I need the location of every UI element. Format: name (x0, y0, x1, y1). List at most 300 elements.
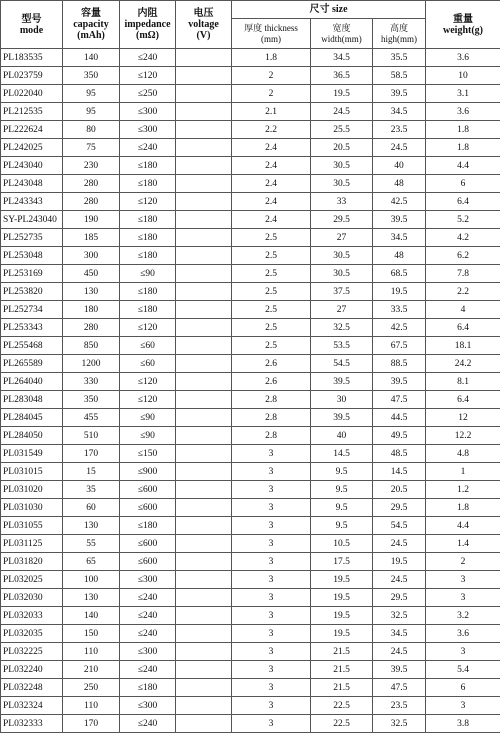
cell-voltage (176, 715, 232, 733)
cell-model: PL253820 (1, 283, 63, 301)
table-row (1, 535, 500, 553)
cell-capacity: 170 (63, 715, 120, 733)
table-body (1, 49, 500, 733)
cell-weight: 7.8 (426, 265, 500, 283)
cell-capacity: 185 (63, 229, 120, 247)
cell-capacity: 130 (63, 589, 120, 607)
table-row (1, 121, 500, 139)
table-row (1, 211, 500, 229)
cell-height: 14.5 (373, 463, 426, 481)
cell-impedance: ≤180 (120, 679, 176, 697)
cell-weight: 5.4 (426, 661, 500, 679)
cell-impedance: ≤300 (120, 697, 176, 715)
cell-weight: 3.6 (426, 625, 500, 643)
cell-thickness: 2.8 (232, 391, 311, 409)
cell-weight: 2.2 (426, 283, 500, 301)
cell-thickness: 2.6 (232, 373, 311, 391)
cell-width: 19.5 (311, 571, 373, 589)
cell-voltage (176, 139, 232, 157)
cell-capacity: 210 (63, 661, 120, 679)
table-row (1, 247, 500, 265)
cell-impedance: ≤60 (120, 337, 176, 355)
cell-height: 39.5 (373, 211, 426, 229)
cell-voltage (176, 193, 232, 211)
cell-weight: 3.6 (426, 49, 500, 67)
cell-height: 48 (373, 175, 426, 193)
cell-impedance: ≤180 (120, 211, 176, 229)
cell-voltage (176, 211, 232, 229)
cell-impedance: ≤60 (120, 355, 176, 373)
table-row (1, 409, 500, 427)
cell-height: 58.5 (373, 67, 426, 85)
cell-thickness: 2.4 (232, 193, 311, 211)
cell-capacity: 100 (63, 571, 120, 589)
cell-model: PL023759 (1, 67, 63, 85)
cell-impedance: ≤180 (120, 229, 176, 247)
cell-weight: 1.8 (426, 121, 500, 139)
cell-model: PL022040 (1, 85, 63, 103)
cell-height: 19.5 (373, 283, 426, 301)
cell-height: 48 (373, 247, 426, 265)
cell-voltage (176, 373, 232, 391)
cell-model: PL252734 (1, 301, 63, 319)
table-row (1, 589, 500, 607)
cell-thickness: 2.5 (232, 319, 311, 337)
cell-impedance: ≤180 (120, 247, 176, 265)
cell-weight: 4.4 (426, 157, 500, 175)
table-row (1, 229, 500, 247)
table-row (1, 499, 500, 517)
cell-width: 30.5 (311, 157, 373, 175)
cell-model: PL032225 (1, 643, 63, 661)
cell-capacity: 140 (63, 607, 120, 625)
cell-height: 32.5 (373, 715, 426, 733)
cell-model: PL212535 (1, 103, 63, 121)
cell-height: 88.5 (373, 355, 426, 373)
cell-weight: 3 (426, 571, 500, 589)
table-row (1, 715, 500, 733)
cell-height: 34.5 (373, 229, 426, 247)
cell-model: PL031055 (1, 517, 63, 535)
cell-impedance: ≤120 (120, 373, 176, 391)
table-row (1, 157, 500, 175)
cell-height: 39.5 (373, 661, 426, 679)
cell-impedance: ≤180 (120, 283, 176, 301)
cell-weight: 1.8 (426, 499, 500, 517)
table-row (1, 607, 500, 625)
cell-model: PL253343 (1, 319, 63, 337)
cell-capacity: 110 (63, 643, 120, 661)
cell-weight: 2 (426, 553, 500, 571)
cell-weight: 4.8 (426, 445, 500, 463)
header-impedance: 内阻 impedance (mΩ) (120, 1, 176, 49)
cell-thickness: 2.4 (232, 157, 311, 175)
cell-height: 54.5 (373, 517, 426, 535)
cell-voltage (176, 409, 232, 427)
cell-impedance: ≤300 (120, 571, 176, 589)
cell-height: 20.5 (373, 481, 426, 499)
cell-impedance: ≤90 (120, 427, 176, 445)
cell-capacity: 350 (63, 67, 120, 85)
cell-weight: 1.8 (426, 139, 500, 157)
cell-impedance: ≤600 (120, 499, 176, 517)
cell-weight: 6.4 (426, 391, 500, 409)
table-row (1, 427, 500, 445)
cell-height: 34.5 (373, 625, 426, 643)
cell-voltage (176, 607, 232, 625)
cell-capacity: 130 (63, 283, 120, 301)
cell-voltage (176, 121, 232, 139)
cell-weight: 3 (426, 697, 500, 715)
cell-width: 19.5 (311, 589, 373, 607)
cell-weight: 6 (426, 175, 500, 193)
cell-weight: 6.2 (426, 247, 500, 265)
cell-model: PL031015 (1, 463, 63, 481)
cell-weight: 1 (426, 463, 500, 481)
cell-impedance: ≤240 (120, 589, 176, 607)
cell-capacity: 150 (63, 625, 120, 643)
cell-width: 17.5 (311, 553, 373, 571)
cell-height: 23.5 (373, 697, 426, 715)
cell-width: 30.5 (311, 175, 373, 193)
cell-voltage (176, 337, 232, 355)
cell-width: 30.5 (311, 247, 373, 265)
cell-model: PL031125 (1, 535, 63, 553)
table-row (1, 391, 500, 409)
cell-thickness: 2.1 (232, 103, 311, 121)
cell-capacity: 75 (63, 139, 120, 157)
table-row (1, 337, 500, 355)
cell-width: 20.5 (311, 139, 373, 157)
cell-voltage (176, 319, 232, 337)
cell-voltage (176, 553, 232, 571)
cell-thickness: 3 (232, 445, 311, 463)
cell-weight: 3.6 (426, 103, 500, 121)
cell-impedance: ≤600 (120, 535, 176, 553)
cell-model: PL265589 (1, 355, 63, 373)
table-row (1, 697, 500, 715)
table-row (1, 319, 500, 337)
table-row (1, 265, 500, 283)
cell-weight: 12.2 (426, 427, 500, 445)
cell-width: 30 (311, 391, 373, 409)
cell-weight: 4.2 (426, 229, 500, 247)
cell-model: PL032333 (1, 715, 63, 733)
table-row (1, 373, 500, 391)
cell-thickness: 3 (232, 553, 311, 571)
table-row (1, 103, 500, 121)
cell-voltage (176, 229, 232, 247)
cell-weight: 3.2 (426, 607, 500, 625)
cell-height: 39.5 (373, 373, 426, 391)
cell-thickness: 3 (232, 589, 311, 607)
table-row (1, 67, 500, 85)
cell-height: 34.5 (373, 103, 426, 121)
cell-capacity: 95 (63, 103, 120, 121)
cell-model: PL032035 (1, 625, 63, 643)
header-height: 高度 high(mm) (373, 19, 426, 49)
cell-width: 27 (311, 229, 373, 247)
cell-impedance: ≤240 (120, 139, 176, 157)
cell-height: 49.5 (373, 427, 426, 445)
cell-thickness: 3 (232, 679, 311, 697)
cell-thickness: 2.8 (232, 427, 311, 445)
table-row (1, 355, 500, 373)
cell-width: 21.5 (311, 661, 373, 679)
cell-weight: 4.4 (426, 517, 500, 535)
cell-thickness: 2.5 (232, 301, 311, 319)
cell-impedance: ≤250 (120, 85, 176, 103)
cell-thickness: 2 (232, 67, 311, 85)
cell-width: 29.5 (311, 211, 373, 229)
cell-weight: 24.2 (426, 355, 500, 373)
cell-impedance: ≤240 (120, 625, 176, 643)
cell-thickness: 2.5 (232, 229, 311, 247)
cell-voltage (176, 517, 232, 535)
cell-model: PL032240 (1, 661, 63, 679)
cell-impedance: ≤300 (120, 103, 176, 121)
cell-voltage (176, 589, 232, 607)
cell-weight: 3 (426, 589, 500, 607)
cell-capacity: 300 (63, 247, 120, 265)
cell-height: 24.5 (373, 571, 426, 589)
cell-impedance: ≤240 (120, 49, 176, 67)
cell-voltage (176, 571, 232, 589)
cell-capacity: 15 (63, 463, 120, 481)
table-row (1, 301, 500, 319)
cell-voltage (176, 481, 232, 499)
cell-voltage (176, 103, 232, 121)
table-row (1, 553, 500, 571)
table-row (1, 571, 500, 589)
cell-model: PL032025 (1, 571, 63, 589)
cell-impedance: ≤150 (120, 445, 176, 463)
header-size: 尺寸 size (232, 1, 426, 19)
cell-model: PL032030 (1, 589, 63, 607)
cell-voltage (176, 301, 232, 319)
cell-height: 24.5 (373, 643, 426, 661)
cell-impedance: ≤180 (120, 517, 176, 535)
cell-thickness: 3 (232, 499, 311, 517)
cell-voltage (176, 463, 232, 481)
cell-width: 34.5 (311, 49, 373, 67)
cell-impedance: ≤180 (120, 157, 176, 175)
header-width: 宽度 width(mm) (311, 19, 373, 49)
cell-height: 19.5 (373, 553, 426, 571)
cell-height: 68.5 (373, 265, 426, 283)
cell-width: 9.5 (311, 517, 373, 535)
cell-thickness: 2.5 (232, 337, 311, 355)
cell-height: 39.5 (373, 85, 426, 103)
cell-capacity: 180 (63, 301, 120, 319)
cell-width: 19.5 (311, 625, 373, 643)
cell-thickness: 3 (232, 661, 311, 679)
cell-width: 37.5 (311, 283, 373, 301)
cell-thickness: 3 (232, 715, 311, 733)
cell-thickness: 2.5 (232, 247, 311, 265)
header-weight: 重量 weight(g) (426, 1, 500, 49)
cell-capacity: 450 (63, 265, 120, 283)
cell-width: 9.5 (311, 499, 373, 517)
table-row (1, 193, 500, 211)
cell-voltage (176, 643, 232, 661)
cell-width: 33 (311, 193, 373, 211)
cell-weight: 5.2 (426, 211, 500, 229)
cell-voltage (176, 625, 232, 643)
table-row (1, 139, 500, 157)
cell-voltage (176, 499, 232, 517)
cell-width: 39.5 (311, 373, 373, 391)
cell-capacity: 80 (63, 121, 120, 139)
cell-voltage (176, 535, 232, 553)
table-row (1, 517, 500, 535)
cell-impedance: ≤600 (120, 481, 176, 499)
cell-model: PL253169 (1, 265, 63, 283)
cell-width: 19.5 (311, 607, 373, 625)
cell-voltage (176, 355, 232, 373)
cell-height: 42.5 (373, 193, 426, 211)
cell-height: 24.5 (373, 139, 426, 157)
cell-capacity: 850 (63, 337, 120, 355)
cell-voltage (176, 391, 232, 409)
table-row (1, 481, 500, 499)
cell-width: 10.5 (311, 535, 373, 553)
cell-impedance: ≤120 (120, 67, 176, 85)
cell-height: 40 (373, 157, 426, 175)
cell-model: PL222624 (1, 121, 63, 139)
cell-capacity: 510 (63, 427, 120, 445)
table-row (1, 643, 500, 661)
cell-thickness: 3 (232, 625, 311, 643)
header-capacity: 容量 capacity (mAh) (63, 1, 120, 49)
cell-capacity: 95 (63, 85, 120, 103)
cell-impedance: ≤600 (120, 553, 176, 571)
table-row (1, 445, 500, 463)
cell-width: 39.5 (311, 409, 373, 427)
cell-capacity: 350 (63, 391, 120, 409)
cell-model: PL032324 (1, 697, 63, 715)
cell-height: 24.5 (373, 535, 426, 553)
cell-model: PL253048 (1, 247, 63, 265)
cell-capacity: 230 (63, 157, 120, 175)
cell-model: PL032248 (1, 679, 63, 697)
cell-capacity: 190 (63, 211, 120, 229)
cell-impedance: ≤300 (120, 121, 176, 139)
cell-capacity: 130 (63, 517, 120, 535)
cell-thickness: 2.4 (232, 211, 311, 229)
cell-model: SY-PL243040 (1, 211, 63, 229)
cell-thickness: 2.8 (232, 409, 311, 427)
cell-width: 19.5 (311, 85, 373, 103)
cell-impedance: ≤240 (120, 715, 176, 733)
cell-capacity: 55 (63, 535, 120, 553)
cell-weight: 1.2 (426, 481, 500, 499)
header-voltage: 电压 voltage (V) (176, 1, 232, 49)
cell-thickness: 3 (232, 607, 311, 625)
cell-thickness: 1.8 (232, 49, 311, 67)
cell-voltage (176, 175, 232, 193)
cell-weight: 8.1 (426, 373, 500, 391)
cell-thickness: 3 (232, 571, 311, 589)
cell-height: 48.5 (373, 445, 426, 463)
cell-impedance: ≤120 (120, 193, 176, 211)
table-row (1, 85, 500, 103)
cell-width: 21.5 (311, 679, 373, 697)
cell-capacity: 1200 (63, 355, 120, 373)
cell-thickness: 2.6 (232, 355, 311, 373)
cell-voltage (176, 679, 232, 697)
cell-impedance: ≤900 (120, 463, 176, 481)
cell-height: 47.5 (373, 391, 426, 409)
cell-impedance: ≤180 (120, 175, 176, 193)
cell-width: 9.5 (311, 463, 373, 481)
cell-height: 23.5 (373, 121, 426, 139)
cell-width: 36.5 (311, 67, 373, 85)
cell-height: 29.5 (373, 499, 426, 517)
cell-model: PL243040 (1, 157, 63, 175)
cell-weight: 10 (426, 67, 500, 85)
cell-width: 24.5 (311, 103, 373, 121)
cell-thickness: 3 (232, 481, 311, 499)
cell-impedance: ≤240 (120, 661, 176, 679)
cell-thickness: 2.2 (232, 121, 311, 139)
table-row (1, 625, 500, 643)
cell-capacity: 140 (63, 49, 120, 67)
table-row (1, 661, 500, 679)
cell-model: PL243048 (1, 175, 63, 193)
cell-capacity: 280 (63, 175, 120, 193)
table-row (1, 175, 500, 193)
cell-capacity: 280 (63, 193, 120, 211)
cell-model: PL264040 (1, 373, 63, 391)
cell-model: PL242025 (1, 139, 63, 157)
cell-voltage (176, 67, 232, 85)
cell-thickness: 2.4 (232, 175, 311, 193)
cell-weight: 12 (426, 409, 500, 427)
cell-voltage (176, 427, 232, 445)
cell-capacity: 170 (63, 445, 120, 463)
cell-height: 32.5 (373, 607, 426, 625)
cell-model: PL032033 (1, 607, 63, 625)
cell-capacity: 65 (63, 553, 120, 571)
cell-voltage (176, 49, 232, 67)
header-model: 型号 mode (1, 1, 63, 49)
cell-model: PL243343 (1, 193, 63, 211)
cell-model: PL284050 (1, 427, 63, 445)
cell-impedance: ≤120 (120, 391, 176, 409)
cell-thickness: 3 (232, 463, 311, 481)
table-row (1, 463, 500, 481)
cell-voltage (176, 661, 232, 679)
cell-height: 47.5 (373, 679, 426, 697)
cell-weight: 3.1 (426, 85, 500, 103)
cell-width: 54.5 (311, 355, 373, 373)
cell-capacity: 280 (63, 319, 120, 337)
cell-voltage (176, 157, 232, 175)
cell-width: 32.5 (311, 319, 373, 337)
cell-width: 9.5 (311, 481, 373, 499)
cell-height: 67.5 (373, 337, 426, 355)
cell-model: PL283048 (1, 391, 63, 409)
cell-voltage (176, 247, 232, 265)
table-row (1, 49, 500, 67)
cell-voltage (176, 445, 232, 463)
table-row (1, 679, 500, 697)
cell-voltage (176, 265, 232, 283)
cell-width: 22.5 (311, 697, 373, 715)
cell-model: PL183535 (1, 49, 63, 67)
cell-impedance: ≤90 (120, 265, 176, 283)
